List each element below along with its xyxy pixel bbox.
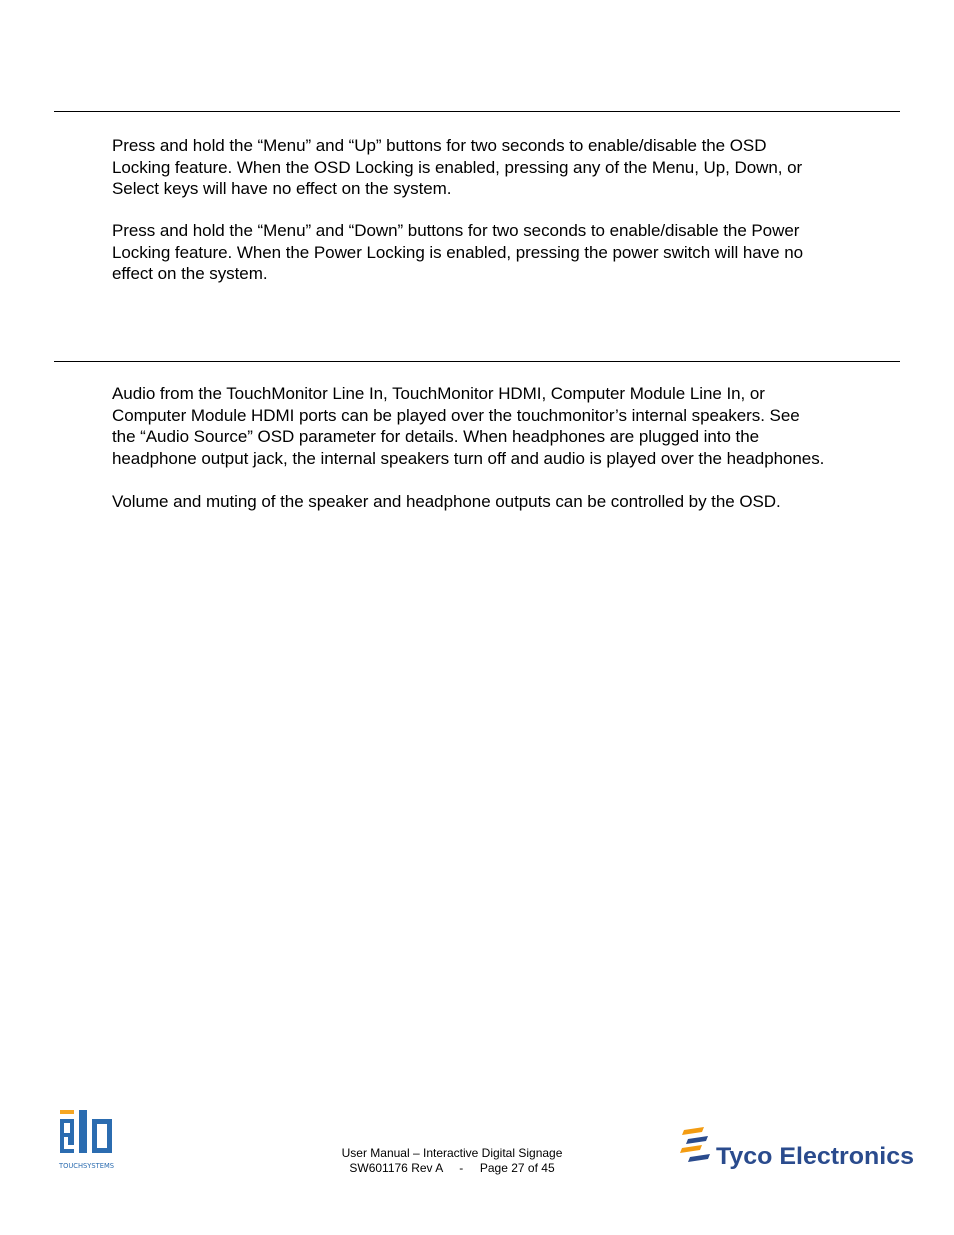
audio-paragraph: Audio from the TouchMonitor Line In, TouchMonitor HDMI, Computer Module Line In, or Computer Module HDMI ports can be played over the touchmonitor’s internal speakers. See the “Audio Source” OSD parameter for details. When headphones are plugged into the headphone output jack, the internal speakers turn off and audio is played over the headphones.	[112, 384, 825, 468]
power-locking-paragraph: Press and hold the “Menu” and “Down” buttons for two seconds to enable/disable the Power Locking feature. When the Power Locking is enabled, pressing the power switch will have no effect on the system.	[112, 221, 803, 283]
footer-title: User Manual – Interactive Digital Signage	[341, 1146, 563, 1160]
volume-paragraph: Volume and muting of the speaker and headphone outputs can be controlled by the OSD.	[112, 492, 781, 511]
tyco-electronics-logo	[680, 1124, 920, 1174]
footer-revision-page: SW601176 Rev A - Page 27 of 45	[349, 1161, 555, 1175]
section-divider-audio	[54, 361, 900, 362]
osd-locking-paragraph: Press and hold the “Menu” and “Up” buttons for two seconds to enable/disable the OSD Locking feature. When the OSD Locking is enabled, pressing any of the Menu, Up, Down, or Select keys will have no effect on the system.	[112, 136, 803, 198]
svg-text:Tyco Electronics: Tyco Electronics	[716, 1143, 914, 1170]
tyco-mark-icon	[680, 1127, 710, 1162]
section-divider-top	[54, 111, 900, 112]
svg-text:TOUCHSYSTEMS: TOUCHSYSTEMS	[58, 1162, 115, 1170]
